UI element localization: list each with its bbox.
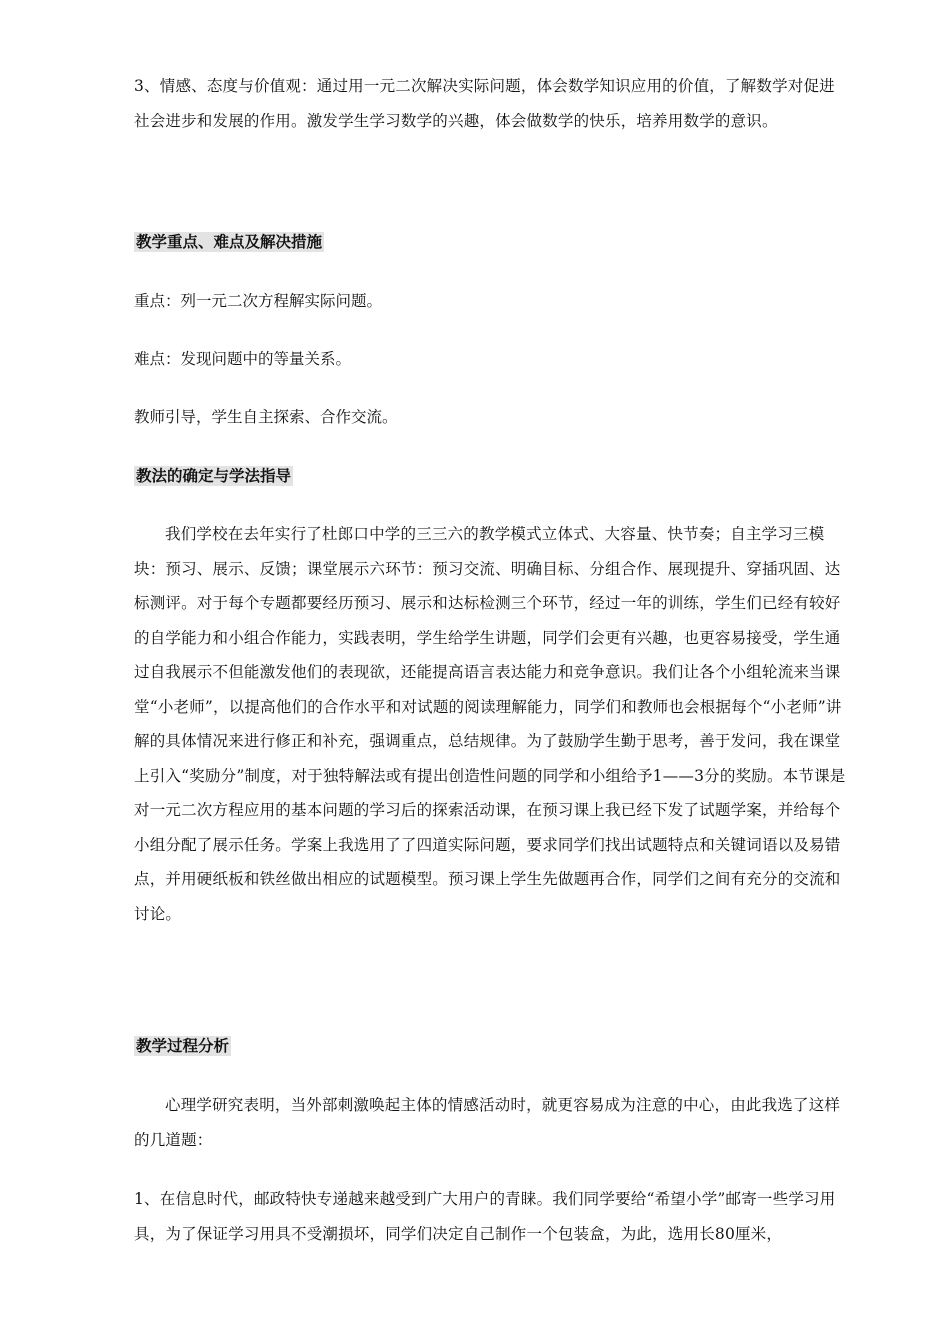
measure-text: 教师引导，学生自主探索、合作交流。 [134, 408, 398, 426]
problem-1-paragraph: 1、在信息时代，邮政特快专递越来越受到广大用户的青睐。我们同学要给“希望小学”邮寄一些学习用具，为了保证学习用具不受潮损坏，同学们决定自己制作一个包装盒，为此，选用长80厘米， [134, 1190, 836, 1243]
process-intro-paragraph: 心理学研究表明，当外部刺激唤起主体的情感活动时，就更容易成为注意的中心，由此我选了这样的几道题： [134, 1096, 841, 1149]
difficulty-text: 难点：发现问题中的等量关系。 [134, 350, 352, 368]
method-body-paragraph: 我们学校在去年实行了杜郎口中学的三三六的教学模式立体式、大容量、快节奏；自主学习三模块：预习、展示、反馈；课堂展示六环节：预习交流、明确目标、分组合作、展现提升、穿插巩固、达标测评。对于每个专题都要经历预习、展示和达标检测三个环节，经过一年的训练，学生们已经有较好的自学能力和小组合作能力，实践表明，学生给学生讲题，同学们会更有兴趣，也更容易接受，学生通过自我展示不但能激发他们的表现欲，还能提高语言表达能力和竞争意识。我们让各个小组轮流来当课堂“小老师”，以提高他们的合作水平和对试题的阅读理解能力，同学们和教师也会根据每个“小老师”讲解的具体情况来进行修正和补充，强调重点，总结规律。为了鼓励学生勤于思考，善于发问，我在课堂上引入“奖励分”制度，对于独特解法或有提出创造性问题的同学和小组给予1——3分的奖励。本节课是对一元二次方程应用的基本问题的学习后的探索活动课，在预习课上我已经下发了试题学案，并给每个小组分配了展示任务。学案上我选用了了四道实际问题，要求同学们找出试题特点和关键词语以及易错点，并用硬纸板和铁丝做出相应的试题模型。预习课上学生先做题再合作，同学们之间有充分的交流和讨论。 [134, 525, 846, 923]
section-heading-process: 教学过程分析 [136, 1036, 230, 1055]
section-heading-focus: 教学重点、难点及解决措施 [136, 232, 323, 251]
key-point-text: 重点：列一元二次方程解实际问题。 [134, 292, 383, 310]
objective-3-paragraph: 3、情感、态度与价值观：通过用一元二次解决实际问题，体会数学知识应用的价值，了解数学对促进社会进步和发展的作用。激发学生学习数学的兴趣，体会做数学的快乐，培养用数学的意识。 [134, 77, 835, 130]
section-heading-method: 教法的确定与学法指导 [136, 466, 292, 485]
